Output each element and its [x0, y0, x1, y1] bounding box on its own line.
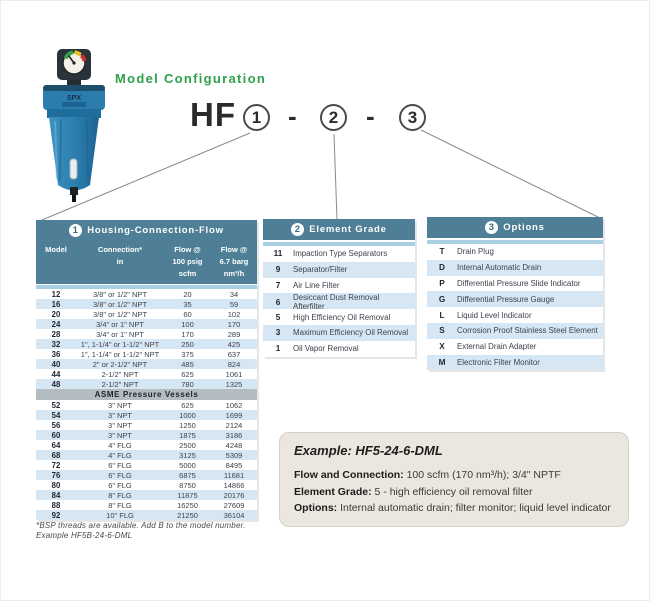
- table-cell: 76: [51, 470, 61, 480]
- table-cell: 60: [51, 430, 61, 440]
- table-cell: 24: [51, 319, 61, 329]
- table-cell: Corrosion Proof Stainless Steel Element: [457, 326, 598, 336]
- table-cell: S: [439, 326, 445, 336]
- table-cell: 60: [183, 309, 192, 319]
- table-cell: 84: [51, 490, 61, 500]
- table-row: [36, 440, 257, 450]
- table-cell: 170: [181, 329, 194, 339]
- table-row: [36, 510, 257, 520]
- table-cell: 44: [51, 369, 61, 379]
- svg-text:SPX: SPX: [66, 95, 82, 102]
- table-cell: 54: [51, 410, 61, 420]
- table-cell: 250: [181, 339, 194, 349]
- table-cell: 9: [275, 265, 281, 275]
- example-box: [279, 432, 629, 527]
- table-cell: 3/4" or 1" NPT: [96, 329, 144, 339]
- table-cell: Desiccant Dust Removal Afterfilter: [293, 293, 380, 312]
- table1-column-headers: [36, 241, 257, 284]
- badge-1-icon: 1: [69, 224, 82, 237]
- table-row: [263, 309, 415, 325]
- table-cell: 1000: [179, 410, 196, 420]
- table-cell: X: [439, 342, 445, 352]
- table-row: [36, 430, 257, 440]
- table-cell: 7: [275, 280, 281, 290]
- example-value: Internal automatic drain; filter monitor; liquid level indicator: [337, 502, 611, 514]
- table-cell: 1", 1-1/4" or 1-1/2" NPT: [80, 349, 160, 359]
- table-cell: 4" FLG: [108, 440, 132, 450]
- example-grade-line: [294, 484, 614, 501]
- table-row: [427, 307, 603, 323]
- table-cell: 20176: [223, 490, 245, 500]
- table-cell: 1: [275, 344, 281, 354]
- table-cell: L: [439, 310, 445, 320]
- bsp-footnote: [36, 521, 246, 541]
- table-row: [36, 480, 257, 490]
- table3-title: Options: [503, 222, 545, 233]
- table-row: [263, 246, 415, 262]
- table-row: [263, 325, 415, 341]
- table-cell: Internal Automatic Drain: [457, 263, 542, 273]
- table1-title: Housing-Connection-Flow: [87, 225, 224, 236]
- example-value: 5 - high efficiency oil removal filter: [371, 485, 533, 498]
- table-cell: 1875: [179, 430, 196, 440]
- example-label: Flow and Connection:: [294, 469, 404, 481]
- table-cell: T: [439, 247, 445, 257]
- table-cell: Differential Pressure Slide Indicator: [457, 278, 581, 288]
- table-cell: Maximum Efficiency Oil Removal: [293, 328, 409, 338]
- table-cell: 35: [183, 299, 192, 309]
- table2-title: Element Grade: [309, 224, 387, 235]
- asme-section-header: ASME Pressure Vessels: [36, 389, 257, 400]
- table-cell: 6" FLG: [108, 460, 132, 470]
- table-cell: 64: [51, 440, 61, 450]
- table-cell: 3186: [225, 430, 243, 440]
- table-cell: Oil Vapor Removal: [293, 344, 359, 354]
- table-row: [36, 460, 257, 470]
- example-lines: [294, 467, 614, 517]
- table-cell: 1325: [225, 379, 243, 389]
- table-row: [427, 291, 603, 307]
- table1-asme-rows: [36, 400, 257, 520]
- example-value: 100 scfm (170 nm³/h); 3/4" NPTF: [403, 469, 561, 481]
- table-row: [36, 289, 257, 299]
- table-cell: 12: [51, 289, 61, 299]
- table-row: [427, 276, 603, 292]
- table-cell: M: [438, 357, 446, 367]
- table-cell: 102: [227, 309, 241, 319]
- table-cell: Drain Plug: [457, 247, 494, 257]
- table-row: [36, 379, 257, 389]
- table-cell: 88: [51, 500, 61, 510]
- table-cell: 5309: [225, 450, 243, 460]
- model-code-prefix: HF: [190, 96, 236, 133]
- table-cell: D: [439, 263, 445, 273]
- table-cell: 625: [181, 400, 194, 410]
- footnote-line: Example HF5B-24-6-DML: [36, 531, 133, 540]
- example-title: Example: HF5-24-6-DML: [294, 443, 443, 458]
- table-cell: 16: [51, 299, 61, 309]
- table-cell: 1699: [225, 410, 243, 420]
- table-cell: Impaction Type Separators: [293, 249, 388, 259]
- table-row: [36, 349, 257, 359]
- table-cell: 4248: [225, 440, 243, 450]
- table-cell: 375: [181, 349, 194, 359]
- table-row: [36, 309, 257, 319]
- table-row: [36, 359, 257, 369]
- table-row: [36, 299, 257, 309]
- example-options-line: [294, 500, 614, 517]
- table-cell: 625: [181, 369, 194, 379]
- col-header-model: Model: [45, 245, 67, 254]
- table-row: [427, 355, 603, 371]
- code-separator: -: [288, 101, 297, 131]
- example-label: Options:: [294, 502, 338, 514]
- table-cell: 780: [181, 379, 194, 389]
- table-cell: 4" FLG: [108, 450, 132, 460]
- table-cell: 20: [51, 309, 61, 319]
- table-cell: 8" FLG: [108, 490, 132, 500]
- table2-rows: [263, 246, 415, 357]
- table-cell: 2-1/2" NPT: [101, 379, 139, 389]
- table-row: [36, 319, 257, 329]
- circle-3-icon: 3: [399, 104, 426, 131]
- table-cell: Electronic Filter Monitor: [457, 357, 540, 367]
- table-cell: 32: [51, 339, 61, 349]
- table-cell: 3" NPT: [108, 420, 132, 430]
- page-title: Model Configuration: [115, 71, 267, 86]
- table-cell: 5000: [179, 460, 196, 470]
- table-row: [36, 329, 257, 339]
- table-cell: 10" FLG: [106, 510, 134, 520]
- footnote-line: *BSP threads are available. Add B to the model number.: [36, 521, 246, 530]
- table-cell: 485: [181, 359, 194, 369]
- table1-header: [36, 220, 257, 241]
- table-cell: External Drain Adapter: [457, 342, 537, 352]
- table-cell: 27609: [223, 500, 245, 510]
- table-cell: 6" FLG: [108, 480, 132, 490]
- table-cell: 21250: [177, 510, 198, 520]
- table-cell: 1250: [179, 420, 196, 430]
- table-row: [36, 339, 257, 349]
- table-cell: 59: [229, 299, 239, 309]
- table-cell: 3/8" or 1/2" NPT: [92, 289, 148, 299]
- table-cell: P: [439, 278, 445, 288]
- table-cell: 170: [227, 319, 241, 329]
- table-cell: 3/4" or 1" NPT: [96, 319, 144, 329]
- col-header-flow-psig: Flow @ 100 psig scfm: [172, 245, 203, 278]
- table-cell: 11875: [177, 490, 198, 500]
- table-cell: 11681: [223, 470, 245, 480]
- table-cell: 36: [51, 349, 61, 359]
- badge-2-icon: 2: [291, 223, 304, 236]
- table-row: [36, 410, 257, 420]
- table-cell: 48: [51, 379, 61, 389]
- table-cell: 6: [275, 297, 281, 307]
- options-table: [427, 217, 603, 370]
- table-cell: 14866: [223, 480, 245, 490]
- table-cell: 1061: [225, 369, 243, 379]
- table-row: [36, 490, 257, 500]
- element-grade-table: [263, 219, 415, 357]
- table-cell: Air Line Filter: [293, 280, 340, 290]
- table-cell: 8" FLG: [108, 500, 132, 510]
- table-row: [427, 339, 603, 355]
- table-cell: 52: [51, 400, 61, 410]
- example-flow-line: [294, 467, 614, 484]
- table-cell: Differential Pressure Gauge: [457, 294, 555, 304]
- table3-header: [427, 217, 603, 238]
- table-row: [36, 420, 257, 430]
- table-cell: 2500: [179, 440, 196, 450]
- table-cell: 824: [227, 359, 241, 369]
- table-cell: G: [438, 294, 446, 304]
- badge-3-icon: 3: [485, 221, 498, 234]
- table-row: [427, 260, 603, 276]
- table-cell: 100: [181, 319, 194, 329]
- table-cell: Separator/Filter: [293, 265, 348, 275]
- table-cell: 3" NPT: [108, 430, 132, 440]
- table-row: [427, 244, 603, 260]
- table-cell: 34: [229, 289, 239, 299]
- table-cell: 3: [275, 328, 281, 338]
- table-row: [263, 293, 415, 312]
- table-cell: 289: [227, 329, 241, 339]
- table-cell: 92: [51, 510, 61, 520]
- table-cell: 68: [51, 450, 61, 460]
- code-separator: -: [366, 101, 375, 131]
- table-cell: Liquid Level Indicator: [457, 310, 532, 320]
- table-row: [427, 323, 603, 339]
- table-row: [263, 278, 415, 294]
- table-row: [36, 369, 257, 379]
- table-cell: 28: [51, 329, 61, 339]
- table-cell: 5: [275, 312, 281, 322]
- circle-2-icon: 2: [320, 104, 347, 131]
- table-cell: 1", 1-1/4" or 1-1/2" NPT: [80, 339, 160, 349]
- table-cell: 3125: [179, 450, 196, 460]
- table-cell: 11: [273, 249, 283, 259]
- table-cell: 8750: [179, 480, 196, 490]
- table-cell: 6875: [179, 470, 196, 480]
- table-row: [36, 500, 257, 510]
- table-cell: 3" NPT: [108, 410, 132, 420]
- table-cell: 2124: [225, 420, 243, 430]
- housing-connection-flow-table: [36, 220, 257, 520]
- table-row: [36, 400, 257, 410]
- table-cell: 40: [51, 359, 61, 369]
- table-cell: 8495: [225, 460, 243, 470]
- example-label: Element Grade:: [294, 485, 372, 498]
- table-cell: High Efficiency Oil Removal: [293, 312, 391, 322]
- table-cell: 2-1/2" NPT: [101, 369, 139, 379]
- table-cell: 2" or 2-1/2" NPT: [92, 359, 148, 369]
- col-header-connection: Connection* in: [97, 245, 143, 266]
- table1-standard-rows: [36, 289, 257, 389]
- table-row: [263, 341, 415, 357]
- table-row: [36, 470, 257, 480]
- table-cell: 3" NPT: [108, 400, 132, 410]
- table-cell: 637: [227, 349, 241, 359]
- table2-header: [263, 219, 415, 240]
- table3-rows: [427, 244, 603, 370]
- table-cell: 1062: [225, 400, 243, 410]
- table-cell: 20: [183, 289, 192, 299]
- table-cell: 56: [51, 420, 61, 430]
- circle-1-icon: 1: [243, 104, 270, 131]
- table-cell: 72: [51, 460, 61, 470]
- table-cell: 6" FLG: [108, 470, 132, 480]
- table-cell: 36104: [223, 510, 245, 520]
- table-cell: 16250: [177, 500, 198, 510]
- table-cell: 3/8" or 1/2" NPT: [92, 309, 148, 319]
- table-cell: 425: [227, 339, 241, 349]
- table-cell: 80: [51, 480, 61, 490]
- col-header-flow-barg: Flow @ 6.7 barg nm³/h: [219, 245, 249, 278]
- table-cell: 3/8" or 1/2" NPT: [92, 299, 148, 309]
- table-row: [36, 450, 257, 460]
- table-row: [263, 262, 415, 278]
